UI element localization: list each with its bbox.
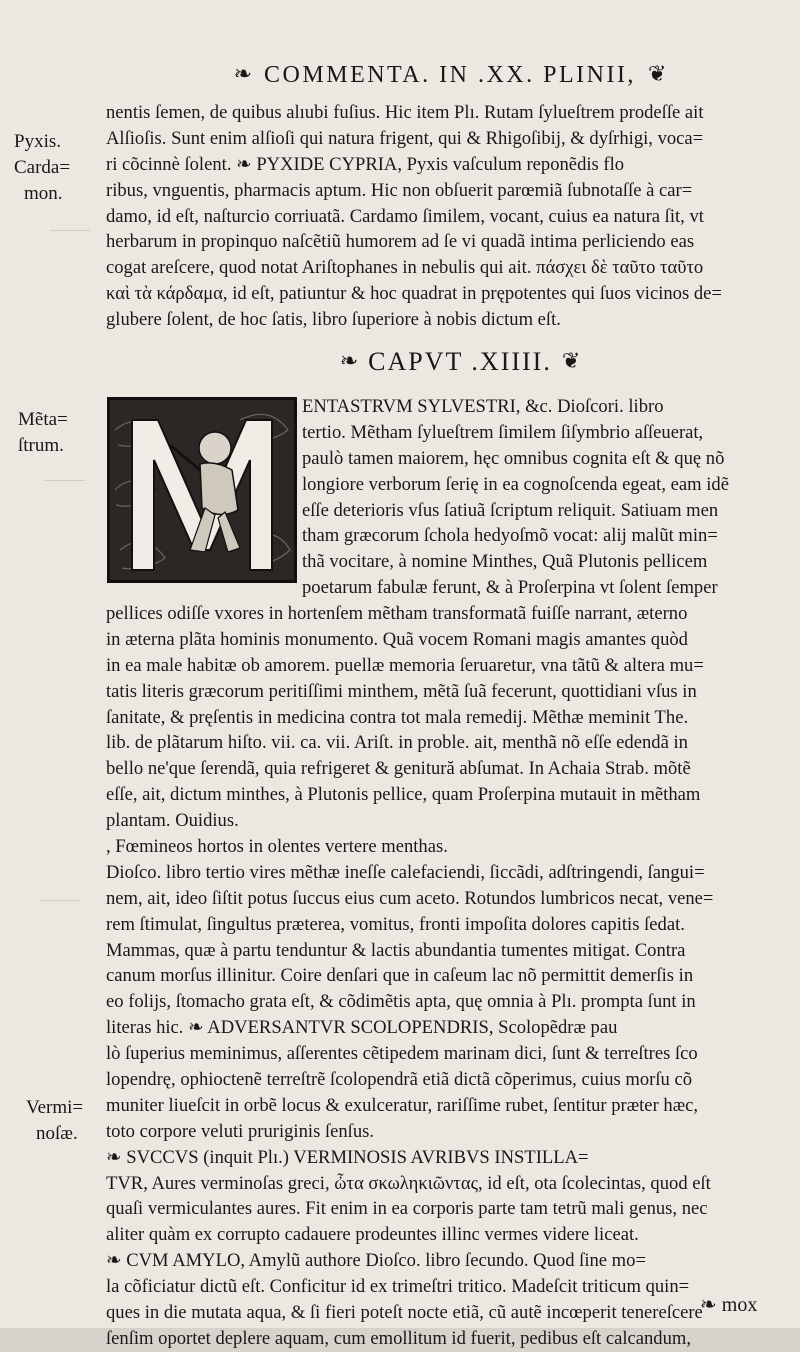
- catchword: ❧ mox: [700, 1294, 758, 1316]
- text-line: in ea male habitæ ob amorem. puellæ memoria ſeruaretur, vna tãtũ & altera mu=: [106, 654, 704, 676]
- text-line: lò ſuperius meminimus, aſſerentes cẽtipedem marinam dici, ſunt & terreſtres ſco: [106, 1043, 698, 1065]
- text-line: lopendrę, ophioctenẽ terreſtrẽ ſcolopendrã etiã dictã cõperimus, cuius morſu cõ: [106, 1069, 692, 1091]
- margin-note-metastrum-2: ſtrum.: [18, 435, 64, 456]
- text-line: καὶ τὰ κάρδαμα, id eſt, patiuntur & hoc quadrat in prępotentes qui ſuos vicinos de=: [106, 283, 722, 305]
- show-through-mark: [45, 480, 85, 541]
- text-line: ques in die mutata aqua, & ſi fieri poteſt nocte etiã, cũ autẽ incœperit tenereſcere: [106, 1302, 703, 1324]
- text-line: Dioſco. libro tertio vires mẽthæ ineſſe calefaciendi, ſiccãdi, adſtringendi, ſangui=: [106, 861, 705, 883]
- text-line: Mammas, quæ à partu tenduntur & lactis abundantia tumentes mitigat. Contra: [106, 939, 686, 961]
- fleuron-left-icon: ❧: [339, 349, 359, 374]
- text-line: ribus, vnguentis, pharmacis aptum. Hic non obſuerit parœmiã ſubnotaſſe à car=: [106, 179, 693, 201]
- text-line: quaſi vermiculantes aures. Fit enim in ea corporis parte tam tetrũ mali genus, nec: [106, 1198, 708, 1220]
- text-line: nem, ait, ideo ſiſtit potus ſuccus eius cum aceto. Rotundos lumbricos necat, vene=: [106, 887, 714, 909]
- text-line: in æterna plãta hominis monumento. Quã vocem Romani magis amantes quòd: [106, 628, 688, 650]
- chapter-title: CAPVT .XIIII.: [368, 347, 552, 376]
- text-line: ENTASTRVM SYLVESTRI, &c. Dioſcori. libro: [302, 396, 664, 417]
- text-line: ſanitate, & pręſentis in medicina contra tot mala remedij. Mẽthæ meminit The.: [106, 706, 689, 728]
- margin-note-verminosae-1: Vermi=: [26, 1097, 84, 1118]
- text-line: cogat areſcere, quod notat Ariſtophanes in nebulis qui ait. πάσχει δὲ ταῦτο ταῦτο: [106, 257, 704, 279]
- text-line: damo, id eſt, naſturcio corriuatã. Cardamo ſimilem, vocant, cuius ea natura ſit, vt: [106, 205, 704, 227]
- text-line: muniter liueſcit in orbẽ locus & exulceratur, rariſſime rubet, ſentitur præter hæc,: [106, 1094, 699, 1116]
- text-line: rem ſtimulat, ſingultus præterea, vomitus, fronti impoſita dolores capitis ſedat.: [106, 913, 685, 935]
- text-line: plantam. Ouidius.: [106, 810, 239, 832]
- text-line: tham græcorum ſchola hedyoſmõ vocat: alij malũt min=: [302, 525, 718, 547]
- section-2-drop-text: [302, 394, 772, 601]
- margin-note-pyxis: Pyxis.: [14, 131, 61, 152]
- text-line: canum morſus illinitur. Coire denſari que in caſeum lac nõ permittit demerſis in: [106, 965, 694, 987]
- section-1-text: [106, 100, 776, 333]
- text-line: tatis literis græcorum peritiſſimi minthem, mẽtã ſuã fecerunt, quottidiani vſus in: [106, 680, 697, 702]
- text-line: eſſe deterioris vſus ſatiuã ſcriptum reliquit. Satiuam men: [302, 499, 719, 521]
- text-line: la cõficiatur dictũ eſt. Conficitur id ex trimeſtri tritico. Madeſcit triticum quin=: [106, 1276, 690, 1298]
- text-line: , Fœmineos hortos in olentes vertere menthas.: [106, 836, 448, 858]
- text-line: paulò tamen maiorem, hęc omnibus cognita eſt & quę nõ: [302, 447, 725, 469]
- chapter-heading: [260, 344, 660, 380]
- text-line: longiore verborum ſerię in ea cognoſcenda egeat, eam idẽ: [302, 473, 729, 495]
- text-line: Alſioſis. Sunt enim alſioſi qui natura frigent, qui & Rhigoſibij, & dyſrhigi, voca=: [106, 127, 704, 149]
- text-line: literas hic. ❧ ADVERSANTVR SCOLOPENDRIS, Scolopẽdræ pau: [106, 1017, 618, 1039]
- text-line: ſenſim oportet deplere aquam, cum emollitum id fuerit, pedibus eſt calcandum,: [106, 1327, 692, 1349]
- decorated-initial-m: [107, 397, 297, 583]
- margin-note-cardamon-2: mon.: [24, 183, 63, 204]
- text-line: toto corpore veluti pruriginis ſenſus.: [106, 1120, 375, 1142]
- text-line: pellices odiſſe vxores in hortenſem mẽtham transformatã fuiſſe narrant, æterno: [106, 603, 688, 624]
- section-2-text: [106, 601, 776, 1352]
- fleuron-left-icon: ❧: [233, 62, 253, 87]
- text-line: poetarum fabulæ ferunt, & à Proſerpina vt ſolent ſemper: [302, 577, 718, 599]
- margin-note-cardamon-1: Carda=: [14, 157, 71, 178]
- text-line: TVR, Aures verminoſas greci, ὦτα σκωληκιῶντας, id eſt, ota ſcolecintas, quod eſt: [106, 1172, 711, 1194]
- text-line: nentis ſemen, de quibus alıubi fuſius. Hic item Plı. Rutam ſylueſtrem prodeſſe ait: [106, 102, 704, 123]
- text-line: ri cõcinnè ſolent. ❧ PYXIDE CYPRIA, Pyxis vaſculum reponẽdis flo: [106, 153, 625, 175]
- show-through-mark: [50, 230, 90, 261]
- text-line: eo folijs, ſtomacho grata eſt, & cõdimẽtis apta, quę omnia à Plı. prompta ſunt in: [106, 991, 696, 1013]
- text-line: herbarum in propinquo naſcẽtiũ humorem ad ſe vi quadã intima perliciendo eas: [106, 231, 695, 253]
- text-line: glubere ſolent, de hoc ſatis, libro ſuperiore à nobis dictum eſt.: [106, 309, 561, 331]
- text-line: bello ne'que ſerendã, quia refrigeret & genitură abſumat. In Achaia Strab. mõtẽ: [106, 758, 691, 780]
- text-line: tertio. Mẽtham ſylueſtrem ſimilem ſiſymbrio aſſeuerat,: [302, 421, 704, 443]
- margin-note-metastrum-1: Mẽta=: [18, 409, 68, 430]
- running-header: [150, 58, 750, 92]
- running-title: COMMENTA. IN .XX. PLINII,: [264, 61, 636, 88]
- text-line: ❧ CVM AMYLO, Amylũ authore Dioſco. libro ſecundo. Quod ſine mo=: [106, 1250, 646, 1272]
- text-line: eſſe, ait, dictum minthes, à Plutonis pellice, quam Proſerpina mutauit in mẽtham: [106, 784, 701, 806]
- fleuron-right-icon: ❦: [647, 62, 667, 87]
- text-line: ❧ SVCCVS (inquit Plı.) VERMINOSIS AVRIBVS INSTILLA=: [106, 1146, 589, 1168]
- show-through-mark: [40, 900, 80, 961]
- text-line: thã vocitare, à nomine Minthes, Quã Plutonis pellicem: [302, 551, 708, 573]
- text-line: aliter quàm ex corrupto cadauere prodeuntes illinc vermes videre liceat.: [106, 1224, 639, 1246]
- text-line: lib. de plãtarum hiſto. vii. ca. vii. Ariſt. in proble. ait, menthã nõ eſſe edendã in: [106, 732, 688, 754]
- margin-note-verminosae-2: noſæ.: [36, 1123, 78, 1144]
- fleuron-right-icon: ❦: [561, 349, 581, 374]
